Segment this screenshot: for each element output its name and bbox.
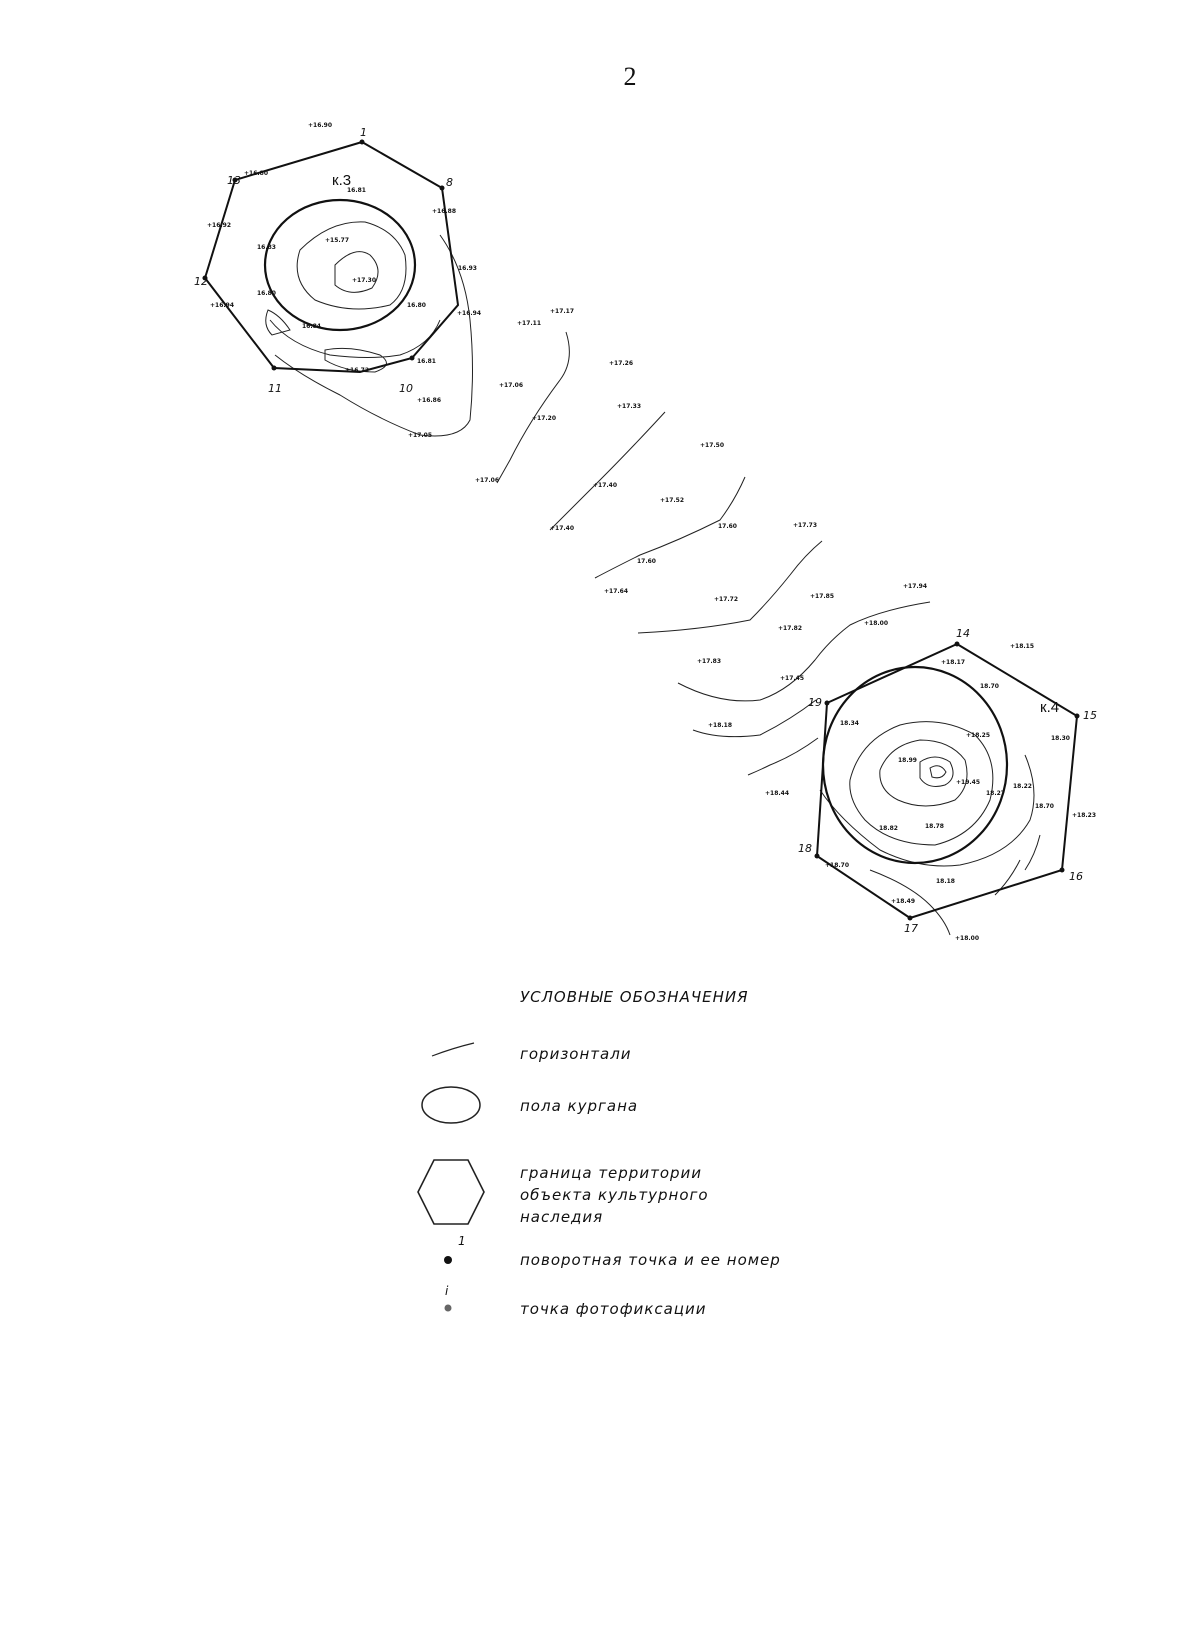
turning-point-number: 10 xyxy=(399,382,413,395)
turning-point-number: 11 xyxy=(268,382,282,395)
contour-line xyxy=(497,332,569,483)
turning-point-number: 14 xyxy=(956,627,970,640)
elevation-mark: 18.70 xyxy=(1035,803,1054,810)
legend-boundary-symbol xyxy=(414,1155,488,1229)
elevation-mark: +17.50 xyxy=(700,442,725,449)
elevation-mark: 18.30 xyxy=(1051,735,1070,742)
legend-turning-point-number: 1 xyxy=(458,1234,466,1248)
mound-label: к.3 xyxy=(332,172,352,189)
turning-point xyxy=(955,642,960,647)
legend-title: УСЛОВНЫЕ ОБОЗНАЧЕНИЯ xyxy=(520,988,749,1006)
legend-label-boundary-line: объекта культурного xyxy=(520,1186,709,1204)
elevation-mark: +16.72 xyxy=(345,367,370,374)
elevation-mark: +17.40 xyxy=(593,482,618,489)
legend-label-boundary-line: граница территории xyxy=(520,1164,703,1182)
legend-contour-symbol xyxy=(428,1040,478,1060)
contour-line xyxy=(275,235,473,436)
elevation-mark: 16.80 xyxy=(257,290,276,297)
elevation-mark: 18.70 xyxy=(980,683,999,690)
elevation-mark: +19.45 xyxy=(956,779,981,786)
contour-line xyxy=(266,310,290,335)
contour-line xyxy=(693,700,816,737)
elevation-mark: +16.94 xyxy=(457,310,482,317)
legend-photo-point-symbol xyxy=(443,1303,453,1313)
elevation-mark: +17.94 xyxy=(903,583,928,590)
turning-point xyxy=(1075,714,1080,719)
elevation-mark: +17.82 xyxy=(778,625,803,632)
elevation-mark: 16.81 xyxy=(417,358,436,365)
elevation-mark: 18.18 xyxy=(936,878,955,885)
turning-point xyxy=(360,140,365,145)
elevation-mark: +17.11 xyxy=(517,320,542,327)
elevation-mark: 18.78 xyxy=(925,823,944,830)
elevation-mark: +17.83 xyxy=(697,658,722,665)
elevation-mark: +17.30 xyxy=(352,277,377,284)
elevation-mark: +16.92 xyxy=(207,222,232,229)
elevation-mark: +17.06 xyxy=(499,382,524,389)
mound-floor-k3 xyxy=(265,200,415,330)
turning-point-number: 16 xyxy=(1069,870,1083,883)
legend-label-contours: горизонтали xyxy=(520,1045,632,1063)
elevation-mark: 18.34 xyxy=(840,720,859,727)
elevation-mark: +15.77 xyxy=(325,237,350,244)
contour-line xyxy=(930,766,946,778)
elevation-mark: 16.83 xyxy=(257,244,276,251)
elevation-mark: +17.05 xyxy=(408,432,433,439)
elevation-mark: 18.27 xyxy=(986,790,1005,797)
elevation-mark: +17.17 xyxy=(550,308,575,315)
legend-label-boundary xyxy=(520,1162,709,1228)
elevation-mark: +18.25 xyxy=(966,732,991,739)
contour-line xyxy=(297,222,406,309)
legend-turning-point-symbol xyxy=(442,1254,454,1266)
elevation-mark: 17.60 xyxy=(637,558,656,565)
contour-line xyxy=(550,412,665,530)
elevation-mark: 16.80 xyxy=(407,302,426,309)
elevation-mark: +17.40 xyxy=(550,525,575,532)
turning-point-number: 1 xyxy=(360,126,367,139)
elevation-mark: +18.17 xyxy=(941,659,966,666)
elevation-mark: +17.45 xyxy=(780,675,805,682)
elevation-mark: +18.70 xyxy=(825,862,850,869)
page-number: 2 xyxy=(623,62,637,91)
elevation-mark: +17.72 xyxy=(714,596,739,603)
elevation-mark: +16.94 xyxy=(210,302,235,309)
elevation-mark: 16.93 xyxy=(458,265,477,272)
mound-floor-k4 xyxy=(823,667,1007,863)
turning-point xyxy=(825,701,830,706)
turning-point xyxy=(908,916,913,921)
contour-line xyxy=(678,602,930,701)
contour-line xyxy=(1025,835,1040,870)
elevation-mark: +18.00 xyxy=(955,935,980,942)
elevation-mark: +16.80 xyxy=(244,170,269,177)
contour-line xyxy=(748,738,818,775)
elevation-mark: +17.85 xyxy=(810,593,835,600)
elevation-mark: 16.84 xyxy=(302,323,321,330)
elevation-mark: 16.81 xyxy=(347,187,366,194)
legend-label-turning-point: поворотная точка и ее номер xyxy=(520,1251,781,1269)
contour-line xyxy=(270,320,440,358)
elevation-mark: 18.82 xyxy=(879,825,898,832)
elevation-mark: +17.26 xyxy=(609,360,634,367)
elevation-mark: +17.20 xyxy=(532,415,557,422)
turning-point xyxy=(1060,868,1065,873)
elevation-mark: +18.00 xyxy=(864,620,889,627)
elevation-mark: +17.52 xyxy=(660,497,685,504)
legend-label-boundary-line: наследия xyxy=(520,1208,604,1226)
turning-point-number: 12 xyxy=(194,275,208,288)
turning-point-number: 17 xyxy=(904,922,918,935)
elevation-mark: +17.06 xyxy=(475,477,500,484)
elevation-mark: +18.18 xyxy=(708,722,733,729)
turning-point-number: 13 xyxy=(227,174,241,187)
turning-point-number: 15 xyxy=(1083,709,1097,722)
elevation-mark: 18.99 xyxy=(898,757,917,764)
contour-line xyxy=(920,757,953,786)
elevation-mark: +16.88 xyxy=(432,208,457,215)
turning-point xyxy=(410,356,415,361)
heritage-boundary-k4 xyxy=(817,644,1077,918)
elevation-mark: 18.22 xyxy=(1013,783,1032,790)
turning-point-number: 19 xyxy=(808,696,822,709)
elevation-mark: 17.60 xyxy=(718,523,737,530)
contour-line xyxy=(638,541,822,633)
elevation-mark: +18.44 xyxy=(765,790,790,797)
legend-label-mound-floor: пола кургана xyxy=(520,1097,639,1115)
elevation-mark: +18.15 xyxy=(1010,643,1035,650)
elevation-mark: +18.49 xyxy=(891,898,916,905)
elevation-mark: +17.33 xyxy=(617,403,642,410)
mound-label: к.4 xyxy=(1040,699,1060,716)
elevation-mark: +16.86 xyxy=(417,397,442,404)
turning-point xyxy=(815,854,820,859)
elevation-mark: +18.23 xyxy=(1072,812,1097,819)
turning-point-number: 8 xyxy=(446,176,453,189)
turning-point-number: 18 xyxy=(798,842,812,855)
elevation-mark: +17.64 xyxy=(604,588,629,595)
legend-photo-point-number: i xyxy=(445,1284,449,1298)
legend-label-photo-point: точка фотофиксации xyxy=(520,1300,707,1318)
turning-point xyxy=(440,186,445,191)
contour-line xyxy=(880,740,967,806)
elevation-mark: +16.90 xyxy=(308,122,333,129)
contour-line xyxy=(335,252,378,293)
elevation-mark: +17.73 xyxy=(793,522,818,529)
legend-mound-floor-symbol xyxy=(418,1083,484,1127)
turning-point xyxy=(272,366,277,371)
